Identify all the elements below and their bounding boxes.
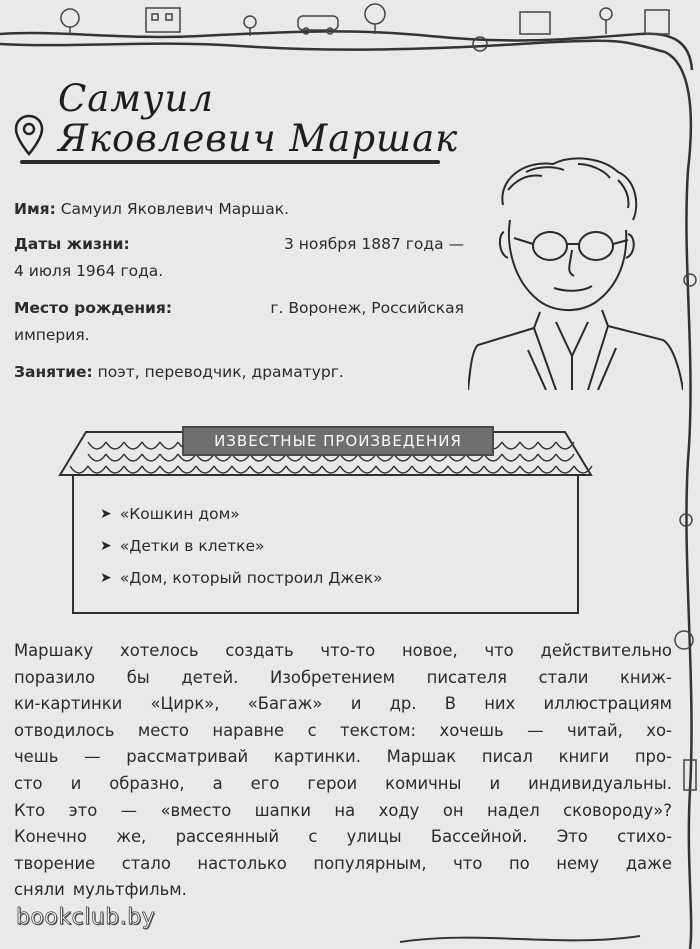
fact-dates-value-2: 4 июля 1964 года.	[14, 262, 164, 280]
fact-birthplace	[14, 295, 464, 349]
fact-dates-label: Даты жизни:	[14, 235, 130, 253]
fact-birthplace-label: Место рождения:	[14, 299, 173, 317]
fact-birthplace-row	[14, 295, 464, 322]
fact-occupation-label: Занятие:	[14, 363, 93, 381]
fact-birthplace-value-1: г. Воронеж, Российская	[270, 299, 464, 317]
body-line: сто и образно, а его герои комичны и индивидуальны.	[14, 773, 672, 793]
fact-dates-row	[14, 231, 464, 258]
body-line: Кто это — «вместо шапки на ходу он надел сковороду»?	[14, 800, 672, 820]
fact-name-value: Самуил Яковлевич Маршак.	[60, 200, 289, 218]
body-line: Маршаку хотелось создать что-то новое, что действительно	[14, 641, 672, 660]
facts-block	[14, 196, 464, 394]
works-heading: ИЗВЕСТНЫЕ ПРОИЗВЕДЕНИЯ	[182, 426, 494, 456]
fact-dates-value-1: 3 ноября 1887 года —	[283, 235, 464, 253]
body-line: чешь — рассматривай картинки. Маршак писал книги про-	[14, 747, 672, 767]
fact-name	[14, 196, 464, 223]
fact-name-label: Имя:	[14, 200, 56, 218]
fact-dates	[14, 231, 464, 285]
page-title-line1: Самуил	[58, 77, 214, 120]
body-line: сняли мультфильм.	[14, 880, 187, 900]
body-line: Конечно же, рассеянный с улицы Бассейной. Это стихо-	[14, 827, 672, 847]
chevron-right-icon: ➤	[100, 506, 112, 522]
page-title-line2: Яковлевич Маршак	[58, 117, 459, 160]
watermark: bookclub.by	[16, 905, 156, 930]
body-line: творение стало настолько популярным, что по нему даже	[14, 853, 672, 873]
list-item	[100, 530, 480, 562]
work-title: «Детки в клетке»	[119, 537, 265, 555]
list-item	[100, 498, 480, 530]
work-title: «Дом, который построил Джек»	[119, 569, 383, 587]
fact-occupation	[14, 359, 464, 386]
fact-occupation-value: поэт, переводчик, драматург.	[97, 363, 344, 381]
works-list	[100, 498, 480, 594]
chevron-right-icon: ➤	[100, 538, 112, 554]
portrait-illustration	[468, 150, 683, 390]
chevron-right-icon: ➤	[100, 570, 112, 586]
body-line: поразило бы детей. Изобретением писателя стали книж-	[14, 667, 672, 687]
body-line: ки-картинки «Цирк», «Багаж» и др. В них иллюстрациям	[14, 694, 672, 714]
body-paragraph	[14, 638, 672, 904]
fact-birthplace-value-2: империя.	[14, 326, 90, 344]
location-pin-icon	[14, 114, 44, 156]
work-title: «Кошкин дом»	[119, 505, 240, 523]
body-line: отводилось место наравне с текстом: хочешь — читай, хо-	[14, 720, 672, 740]
title-underline	[20, 160, 440, 164]
list-item	[100, 562, 480, 594]
